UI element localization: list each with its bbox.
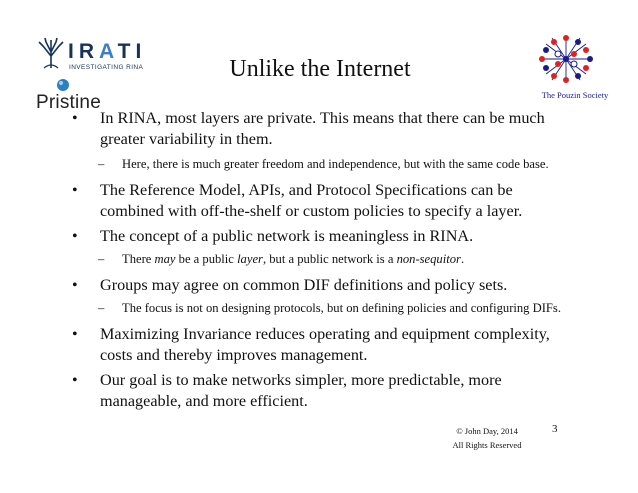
sub-bullet-item: – Here, there is much greater freedom and independence, but with the same code base. [90,156,568,173]
bullet-item: • The Reference Model, APIs, and Protocol Specifications can be combined with off-the-shelf or custom policies to specify a layer. [68,180,568,222]
copyright-text: © John Day, 2014 [456,426,518,436]
pristine-wordmark: Pristine [36,92,101,113]
rights-text: All Rights Reserved [452,440,522,450]
slide-title: Unlike the Internet [229,56,411,82]
sub-bullet-item: – The focus is not on designing protocols, but on defining policies and configuring DIFs. [90,300,568,317]
page-number: 3 [552,423,558,435]
sub-bullet-item: – There may be a public layer, but a public network is a non-sequitor. [90,251,568,268]
sphere-icon [56,78,70,92]
bullet-item: • Our goal is to make networks simpler, more predictable, more manageable, and more efficient. [68,370,568,412]
bullet-list [68,108,568,416]
irati-logo [34,36,152,76]
slide-footer [428,424,546,452]
tree-icon [34,36,68,70]
bullet-item: • Groups may agree on common DIF definitions and policy sets. [68,275,568,296]
bullet-item: • In RINA, most layers are private. This means that there can be much greater variability in them. [68,108,568,150]
pouzin-caption: The Pouzin Society [541,90,609,100]
irati-tagline: INVESTIGATING RINA [69,64,144,71]
pouzin-network-icon [538,34,594,84]
bullet-item: • Maximizing Invariance reduces operating and equipment complexity, costs and thereby improves management. [68,324,568,366]
irati-wordmark: IRATI [68,40,147,63]
bullet-item: • The concept of a public network is meaningless in RINA. [68,226,568,247]
